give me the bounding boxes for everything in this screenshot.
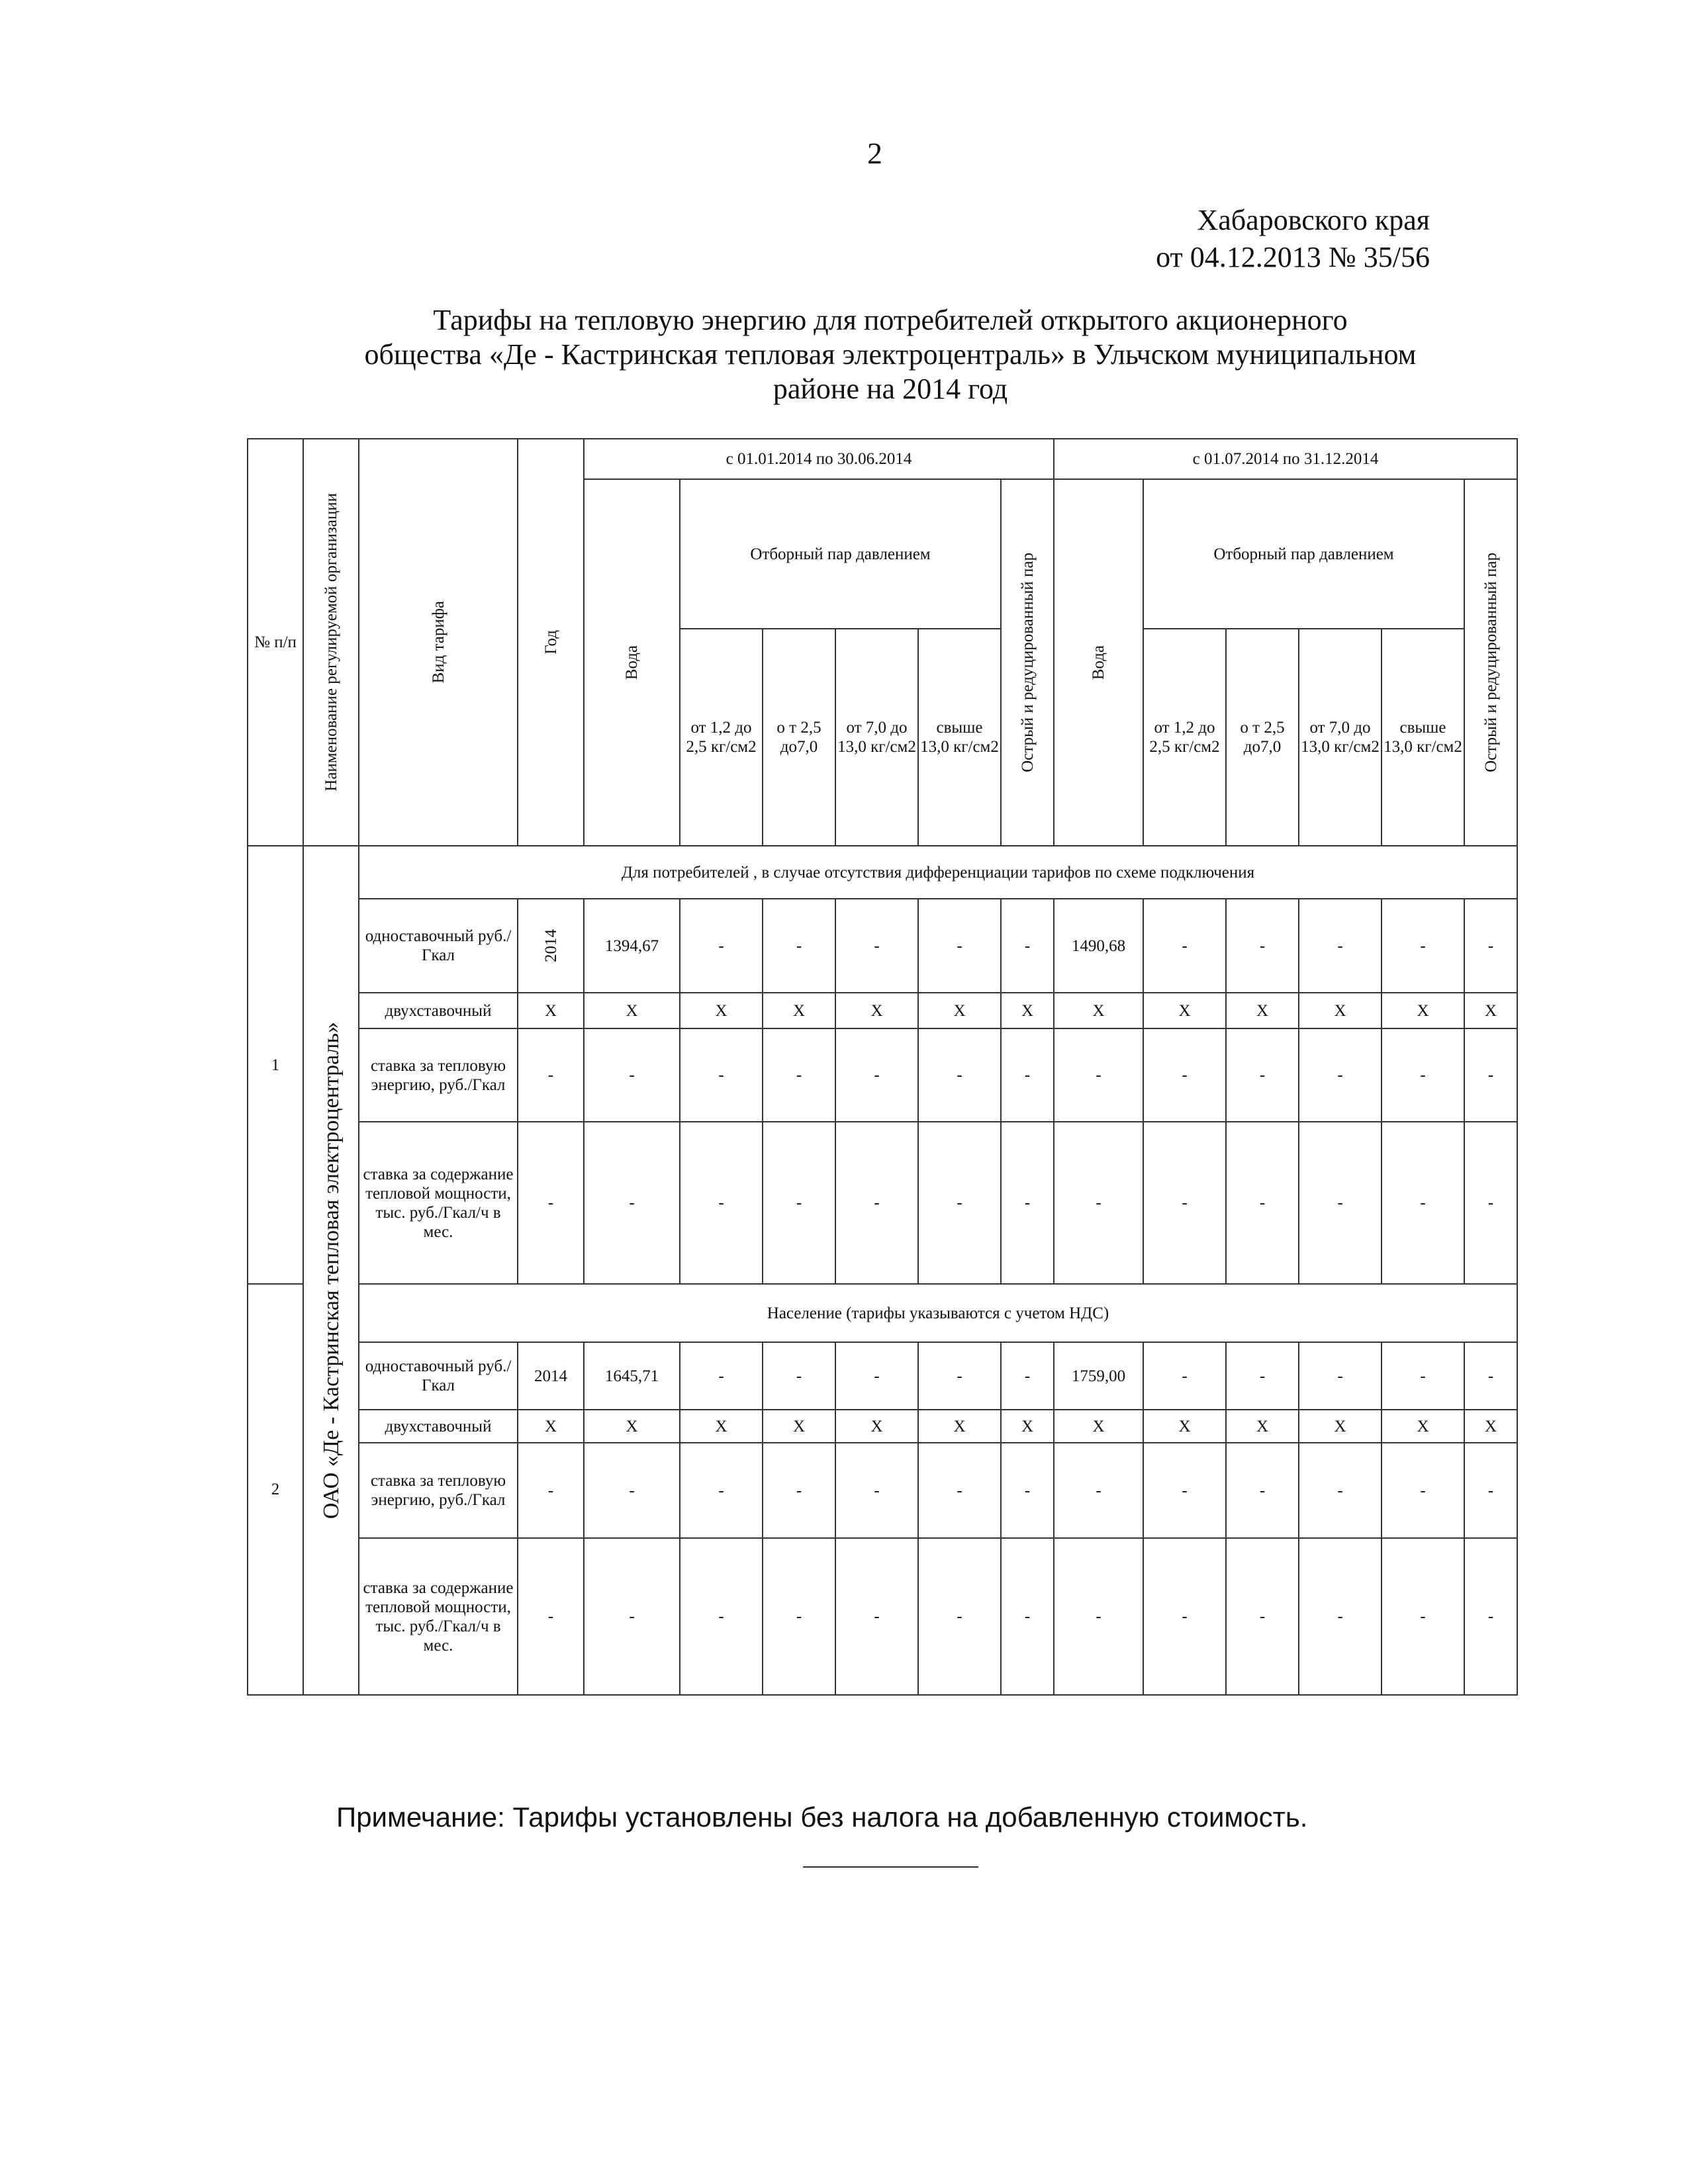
tariff-value: - [763, 899, 835, 993]
tariff-value: - [763, 1122, 835, 1284]
tariff-value: 1490,68 [1054, 899, 1143, 993]
header-steam-1: Отборный пар давлением [680, 479, 1001, 629]
header-pressure-1-2-5: от 1,2 до 2,5 кг/см2 [680, 629, 763, 846]
tariff-value: X [835, 1410, 918, 1443]
header-acute-steam-1: Острый и редуцированный пар [1001, 479, 1054, 846]
tariff-label: ставка за содержание тепловой мощности, тыс. руб./Гкал/ч в мес. [359, 1538, 518, 1695]
tariff-value: - [1382, 1443, 1464, 1538]
tariff-value: - [763, 1342, 835, 1410]
tariff-value: X [763, 1410, 835, 1443]
tariff-value: - [835, 899, 918, 993]
header-pressure-2-5-7: о т 2,5 до7,0 [1226, 629, 1299, 846]
tariff-value: - [918, 899, 1001, 993]
tariff-value: - [1001, 1122, 1054, 1284]
tariff-value: X [1001, 993, 1054, 1028]
group-title: Для потребителей , в случае отсутствия дифференциации тарифов по схеме подключения [359, 846, 1517, 899]
header-pressure-7-13: от 7,0 до 13,0 кг/см2 [1299, 629, 1382, 846]
tariff-value: - [1001, 1538, 1054, 1695]
tariff-year: - [518, 1443, 584, 1538]
tariff-value: X [1382, 993, 1464, 1028]
tariff-value: - [1299, 1342, 1382, 1410]
tariff-label: двухставочный [359, 993, 518, 1028]
title-line-2: общества «Де - Кастринская тепловая электроцентраль» в Ульчском муниципальном [364, 338, 1417, 371]
tariff-value: - [680, 1342, 763, 1410]
tariff-value: - [1226, 1538, 1299, 1695]
table-row [248, 1342, 1517, 1410]
tariff-value: - [1464, 1028, 1517, 1122]
tariff-value: - [680, 899, 763, 993]
tariff-value: - [680, 1538, 763, 1695]
tariff-value: X [1143, 1410, 1226, 1443]
header-period-1: с 01.01.2014 по 30.06.2014 [584, 439, 1054, 479]
tariff-value: - [1143, 1443, 1226, 1538]
header-pressure-1-2-5: от 1,2 до 2,5 кг/см2 [1143, 629, 1226, 846]
tariff-value: X [1299, 1410, 1382, 1443]
tariff-value: - [918, 1028, 1001, 1122]
tariff-value: X [1226, 993, 1299, 1028]
tariff-value: - [1226, 1122, 1299, 1284]
closing-line [803, 1866, 978, 1868]
tariff-year: - [518, 1028, 584, 1122]
tariff-value: - [918, 1443, 1001, 1538]
document-title [278, 303, 1503, 406]
table-row [248, 1538, 1517, 1695]
tariff-value: X [1054, 993, 1143, 1028]
tariff-value: - [1299, 1443, 1382, 1538]
header-year: Год [518, 439, 584, 846]
tariff-value: X [1226, 1410, 1299, 1443]
tariff-value: - [680, 1028, 763, 1122]
tariff-value: - [918, 1122, 1001, 1284]
organization-name: ОАО «Де - Кастринская тепловая электроцентраль» [303, 846, 359, 1695]
header-pressure-over-13: свыше 13,0 кг/см2 [918, 629, 1001, 846]
tariff-value: - [1464, 1342, 1517, 1410]
group-number: 1 [248, 846, 303, 1284]
tariff-value: - [1382, 1122, 1464, 1284]
tariff-value: - [1226, 1342, 1299, 1410]
table-row [248, 1443, 1517, 1538]
header-org: Наименование регулируемой организации [303, 439, 359, 846]
tariff-label: одноставочный руб./Гкал [359, 1342, 518, 1410]
tariff-value: - [1001, 1342, 1054, 1410]
tariff-value: X [1001, 1410, 1054, 1443]
tariff-value: - [1464, 1538, 1517, 1695]
footnote: Примечание: Тарифы установлены без налога на добавленную стоимость. [336, 1801, 1308, 1833]
tariff-year: 2014 [518, 1342, 584, 1410]
tariff-value: X [1382, 1410, 1464, 1443]
tariff-value: - [763, 1538, 835, 1695]
tariff-value: X [680, 993, 763, 1028]
header-water-1: Вода [584, 479, 680, 846]
tariff-value: - [1054, 1028, 1143, 1122]
tariff-value: - [1143, 1028, 1226, 1122]
tariff-label: ставка за тепловую энергию, руб./Гкал [359, 1028, 518, 1122]
tariff-value: - [680, 1122, 763, 1284]
tariff-value: - [1001, 1443, 1054, 1538]
tariff-value: X [918, 993, 1001, 1028]
tariff-label: ставка за содержание тепловой мощности, тыс. руб./Гкал/ч в мес. [359, 1122, 518, 1284]
tariff-value: - [1054, 1538, 1143, 1695]
tariff-value: X [680, 1410, 763, 1443]
tariff-value: - [1299, 899, 1382, 993]
header-water-2: Вода [1054, 479, 1143, 846]
tariff-value: X [584, 993, 680, 1028]
tariff-value: - [1143, 1122, 1226, 1284]
tariff-value: - [1001, 899, 1054, 993]
tariff-value: - [918, 1538, 1001, 1695]
tariff-label: двухставочный [359, 1410, 518, 1443]
table-row [248, 1410, 1517, 1443]
tariff-value: X [584, 1410, 680, 1443]
tariff-value: - [1464, 899, 1517, 993]
tariff-value: X [1054, 1410, 1143, 1443]
tariff-value: - [1054, 1443, 1143, 1538]
tariff-value: X [1143, 993, 1226, 1028]
header-period-2: с 01.07.2014 по 31.12.2014 [1054, 439, 1517, 479]
tariff-value: X [835, 993, 918, 1028]
header-pressure-over-13: свыше 13,0 кг/см2 [1382, 629, 1464, 846]
header-num: № п/п [248, 439, 303, 846]
header-pressure-7-13: от 7,0 до 13,0 кг/см2 [835, 629, 918, 846]
tariff-value: 1645,71 [584, 1342, 680, 1410]
table-row [248, 1028, 1517, 1122]
tariff-year: - [518, 1538, 584, 1695]
tariff-value: - [1226, 1028, 1299, 1122]
group-title: Население (тарифы указываются с учетом НДС) [359, 1284, 1517, 1342]
tariff-value: - [918, 1342, 1001, 1410]
tariff-value: - [835, 1443, 918, 1538]
tariff-value: - [1382, 1538, 1464, 1695]
tariff-table [247, 438, 1518, 1696]
tariff-value: - [584, 1443, 680, 1538]
tariff-value: 1394,67 [584, 899, 680, 993]
tariff-year: X [518, 993, 584, 1028]
tariff-value: - [1226, 1443, 1299, 1538]
header-region: Хабаровского края [1197, 204, 1430, 236]
table-row [248, 993, 1517, 1028]
header-acute-steam-2: Острый и редуцированный пар [1464, 479, 1517, 846]
tariff-value: - [1299, 1122, 1382, 1284]
tariff-value: X [763, 993, 835, 1028]
tariff-year: X [518, 1410, 584, 1443]
tariff-year: - [518, 1122, 584, 1284]
tariff-value: - [1143, 899, 1226, 993]
group-number: 2 [248, 1284, 303, 1695]
tariff-value: 1759,00 [1054, 1342, 1143, 1410]
tariff-value: - [763, 1443, 835, 1538]
tariff-label: ставка за тепловую энергию, руб./Гкал [359, 1443, 518, 1538]
tariff-value: - [1299, 1028, 1382, 1122]
tariff-value: - [1001, 1028, 1054, 1122]
tariff-table-wrap [247, 438, 1518, 1696]
tariff-value: - [835, 1122, 918, 1284]
tariff-value: - [1464, 1122, 1517, 1284]
title-line-1: Тарифы на тепловую энергию для потребителей открытого акционерного [433, 304, 1348, 336]
table-row [248, 899, 1517, 993]
header-tariff-type: Вид тарифа [359, 439, 518, 846]
title-line-3: районе на 2014 год [773, 373, 1008, 405]
tariff-value: - [584, 1538, 680, 1695]
tariff-value: - [1143, 1538, 1226, 1695]
tariff-value: - [1382, 899, 1464, 993]
tariff-value: - [1382, 1028, 1464, 1122]
tariff-value: - [584, 1122, 680, 1284]
tariff-year: 2014 [518, 899, 584, 993]
tariff-value: - [1226, 899, 1299, 993]
tariff-value: - [835, 1538, 918, 1695]
header-pressure-2-5-7: о т 2,5 до7,0 [763, 629, 835, 846]
tariff-value: X [1464, 993, 1517, 1028]
tariff-value: - [1382, 1342, 1464, 1410]
tariff-value: - [1299, 1538, 1382, 1695]
tariff-value: - [763, 1028, 835, 1122]
page-number: 2 [867, 136, 882, 170]
tariff-value: - [584, 1028, 680, 1122]
tariff-value: - [1054, 1122, 1143, 1284]
tariff-value: X [918, 1410, 1001, 1443]
tariff-value: X [1464, 1410, 1517, 1443]
tariff-label: одноставочный руб./Гкал [359, 899, 518, 993]
tariff-value: - [1464, 1443, 1517, 1538]
document-header [1072, 202, 1430, 276]
tariff-value: X [1299, 993, 1382, 1028]
header-steam-2: Отборный пар давлением [1143, 479, 1464, 629]
tariff-value: - [835, 1028, 918, 1122]
tariff-value: - [680, 1443, 763, 1538]
table-row [248, 1122, 1517, 1284]
tariff-value: - [1143, 1342, 1226, 1410]
header-decree: от 04.12.2013 № 35/56 [1156, 241, 1430, 273]
tariff-value: - [835, 1342, 918, 1410]
